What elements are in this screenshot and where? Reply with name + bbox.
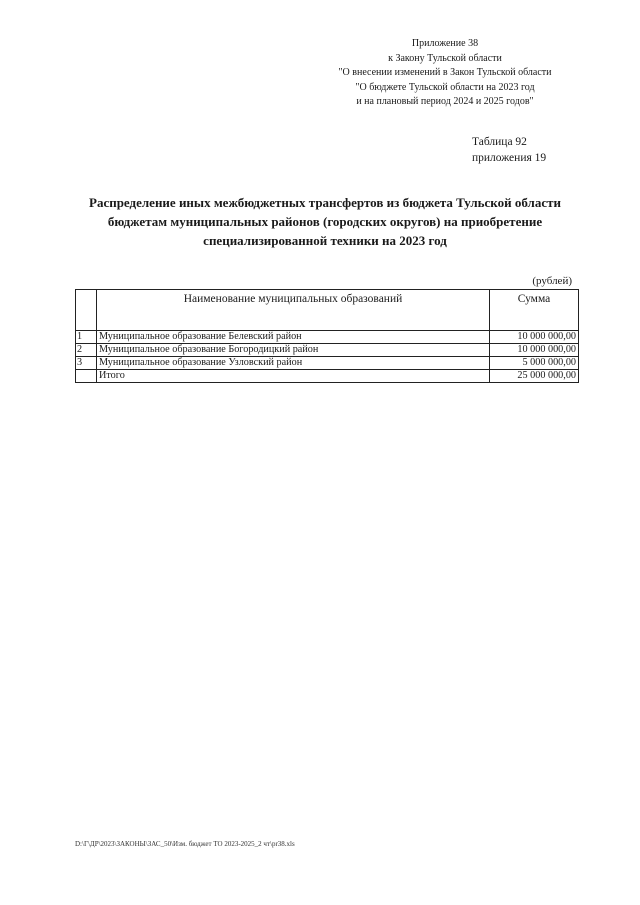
appendix-reference (300, 37, 590, 110)
document-title (60, 193, 590, 250)
transfers-table (75, 289, 579, 383)
file-path-footer: D:\Г\ДР\2023\ЗАКОНЫ\ЗАС_50\Изм. бюджет ТО 2023-2025_2 чт\pr38.xls (75, 840, 295, 848)
table-header-row (76, 290, 579, 331)
total-amount: 25 000 000,00 (490, 370, 579, 383)
appendix-line: "О бюджете Тульской области на 2023 год (355, 81, 535, 93)
row-name: Муниципальное образование Узловский район (97, 357, 490, 370)
table-row (76, 331, 579, 344)
appendix-line: и на плановый период 2024 и 2025 годов" (356, 96, 534, 107)
header-amount-cell: Сумма (490, 290, 579, 331)
row-number: 1 (76, 331, 97, 344)
table-number: Таблица 92 (472, 136, 527, 148)
row-name: Муниципальное образование Белевский район (97, 331, 490, 344)
appendix-line: "О внесении изменений в Закон Тульской области (338, 67, 552, 78)
row-name: Муниципальное образование Богородицкий район (97, 344, 490, 357)
table-reference (472, 134, 582, 166)
appendix-line: к Закону Тульской области (388, 52, 502, 64)
row-amount: 10 000 000,00 (490, 344, 579, 357)
total-number (76, 370, 97, 383)
header-name-cell: Наименование муниципальных образований (97, 290, 490, 331)
table-row (76, 344, 579, 357)
title-line: специализированной техники на 2023 год (203, 233, 447, 248)
row-amount: 5 000 000,00 (490, 357, 579, 370)
header-number-cell (76, 290, 97, 331)
table-row (76, 357, 579, 370)
row-number: 2 (76, 344, 97, 357)
title-line: бюджетам муниципальных районов (городских округов) на приобретение (107, 214, 543, 229)
title-line: Распределение иных межбюджетных трансфертов из бюджета Тульской области (89, 195, 561, 210)
units-label: (рублей) (532, 275, 572, 287)
appendix-line: Приложение 38 (411, 38, 479, 49)
row-amount: 10 000 000,00 (490, 331, 579, 344)
table-total-row (76, 370, 579, 383)
row-number: 3 (76, 357, 97, 370)
total-label: Итого (97, 370, 490, 383)
table-appendix-number: приложения 19 (472, 152, 547, 164)
